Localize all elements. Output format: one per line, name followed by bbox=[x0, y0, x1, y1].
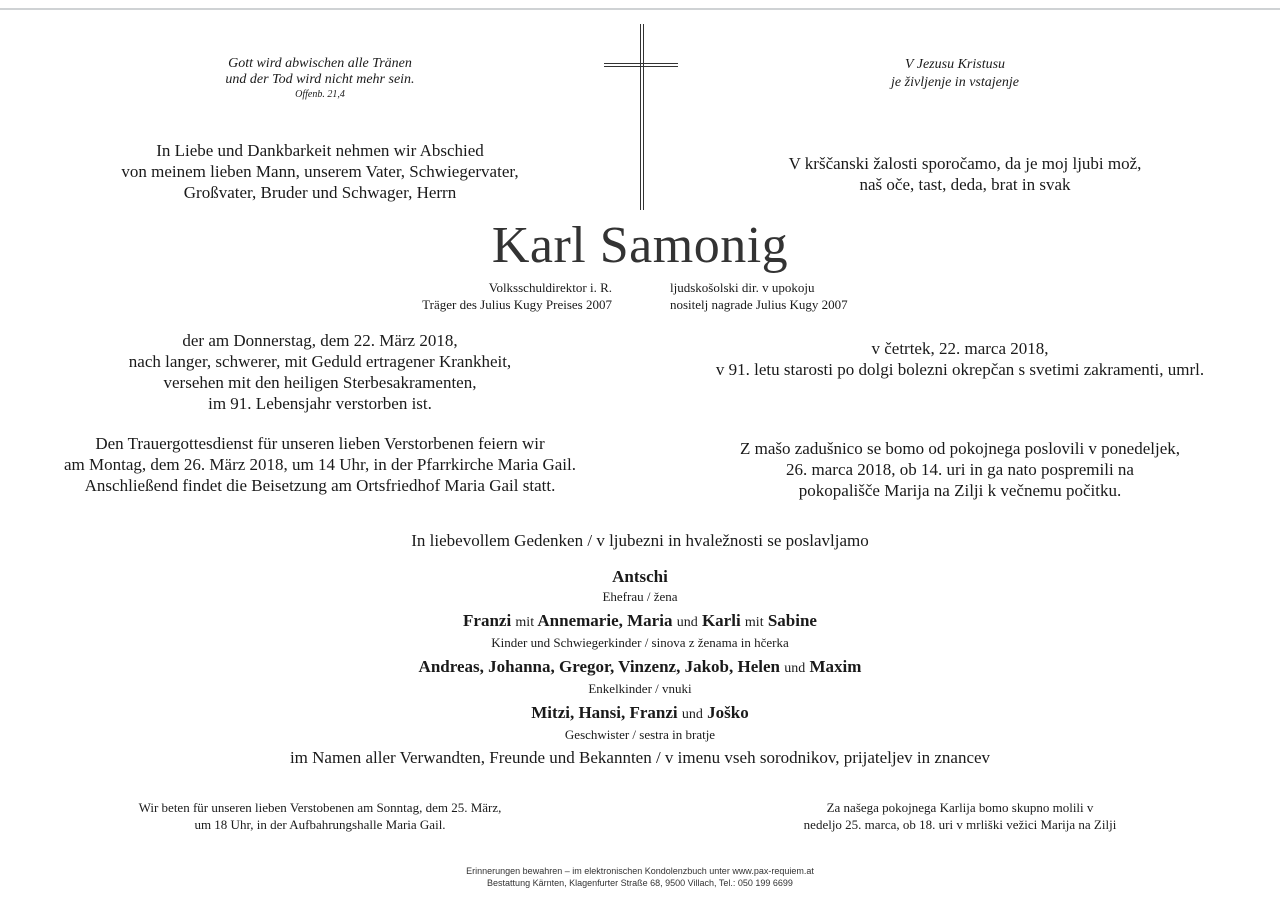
child-name-5: Sabine bbox=[767, 611, 817, 630]
funeral-de-line3: Anschließend findet die Beisetzung am Ortsfriedhof Maria Gail statt. bbox=[84, 476, 556, 495]
death-sl-line1: v četrtek, 22. marca 2018, bbox=[871, 339, 1049, 358]
intro-de-line3: Großvater, Bruder und Schwager, Herrn bbox=[183, 183, 457, 202]
funeral-sl-line2: 26. marca 2018, ob 14. uri in ga nato pospremili na bbox=[786, 460, 1134, 479]
funeral-slovenian bbox=[690, 438, 1230, 501]
children-names bbox=[290, 610, 990, 633]
funeral-de-line2: am Montag, dem 26. März 2018, um 14 Uhr, in der Pfarrkirche Maria Gail. bbox=[63, 455, 577, 474]
death-notice-slovenian bbox=[680, 338, 1240, 380]
child-name-3: Maria bbox=[627, 611, 673, 630]
title-sl-1: ljudskošolski dir. v upokoju bbox=[670, 280, 815, 295]
cross-icon bbox=[604, 24, 678, 210]
grandchildren-list: Andreas, Johanna, Gregor, Vinzenz, Jakob, Helen bbox=[418, 657, 780, 676]
funeral-sl-line1: Z mašo zadušnico se bomo od pokojnega poslovili v ponedeljek, bbox=[739, 439, 1181, 458]
grandchildren-relation: Enkelkinder / vnuki bbox=[588, 681, 692, 696]
intro-german bbox=[80, 140, 560, 203]
siblings-conj: und bbox=[681, 707, 703, 722]
verse-german bbox=[140, 56, 500, 102]
title-sl-2: nositelj nagrade Julius Kugy 2007 bbox=[670, 297, 848, 312]
verse-sl-line1: V Jezusu Kristusu bbox=[904, 57, 1006, 72]
verse-de-line1: Gott wird abwischen alle Tränen bbox=[228, 56, 412, 71]
child-name-2: Annemarie bbox=[537, 611, 619, 630]
titles-german bbox=[360, 279, 612, 313]
prayer-slovenian bbox=[720, 799, 1200, 833]
footer bbox=[340, 865, 940, 889]
verse-de-reference: Offenb. 21,4 bbox=[295, 89, 345, 100]
intro-sl-line2: naš oče, tast, deda, brat in svak bbox=[859, 175, 1071, 194]
intro-sl-line1: V krščanski žalosti sporočamo, da je moj ljubi mož, bbox=[788, 154, 1142, 173]
prayer-de-line1: Wir beten für unseren lieben Verstobenen am Sonntag, dem 25. März, bbox=[138, 800, 502, 815]
memory-line: In liebevollem Gedenken / v ljubezni in hvaležnosti se poslavljamo bbox=[411, 531, 869, 550]
siblings-list: Mitzi, Hansi, Franzi bbox=[531, 703, 678, 722]
spouse-name: Antschi bbox=[612, 567, 668, 586]
death-de-line3: versehen mit den heiligen Sterbesakramenten, bbox=[163, 373, 477, 392]
spouse-relation: Ehefrau / žena bbox=[602, 589, 678, 604]
footer-line2: Bestattung Kärnten, Klagenfurter Straße 68, 9500 Villach, Tel.: 050 199 6699 bbox=[487, 878, 793, 888]
children-conj-3: mit bbox=[744, 615, 764, 630]
verse-slovenian bbox=[780, 56, 1130, 92]
children-relation: Kinder und Schwiegerkinder / sinova z ženama in hčerka bbox=[491, 635, 789, 650]
footer-line1: Erinnerungen bewahren – im elektronischen Kondolenzbuch unter www.pax-requiem.at bbox=[466, 866, 814, 876]
titles-slovenian bbox=[670, 279, 930, 313]
funeral-sl-line3: pokopališče Marija na Zilji k večnemu počitku. bbox=[798, 481, 1122, 500]
siblings-relation: Geschwister / sestra in bratje bbox=[564, 727, 716, 742]
child-name-1: Franzi bbox=[463, 611, 512, 630]
verse-de-line2: und der Tod wird nicht mehr sein. bbox=[225, 72, 415, 87]
children-separator: , bbox=[618, 611, 623, 630]
children-conj-1: mit bbox=[515, 615, 535, 630]
death-sl-line2: v 91. letu starosti po dolgi bolezni okrepčan s svetimi zakramenti, umrl. bbox=[715, 360, 1205, 379]
funeral-de-line1: Den Trauergottesdienst für unseren lieben Verstorbenen feiern wir bbox=[95, 434, 545, 453]
intro-de-line1: In Liebe und Dankbarkeit nehmen wir Abschied bbox=[156, 141, 484, 160]
prayer-german bbox=[70, 799, 570, 833]
verse-sl-line2: je življenje in vstajenje bbox=[891, 75, 1019, 90]
grandchildren-conj: und bbox=[784, 661, 806, 676]
siblings-last: Joško bbox=[707, 703, 749, 722]
intro-slovenian bbox=[755, 153, 1175, 195]
top-border-line bbox=[0, 8, 1280, 10]
funeral-german bbox=[30, 433, 610, 496]
intro-de-line2: von meinem lieben Mann, unserem Vater, Schwiegervater, bbox=[121, 162, 519, 181]
death-notice-german bbox=[70, 330, 570, 414]
siblings-names bbox=[290, 702, 990, 725]
deceased-name: Karl Samonig bbox=[491, 217, 789, 274]
all-relatives-line: im Namen aller Verwandten, Freunde und Bekannten / v imenu vseh sorodnikov, prijateljev in znancev bbox=[289, 748, 991, 767]
grandchildren-last: Maxim bbox=[809, 657, 862, 676]
grandchildren-names bbox=[290, 656, 990, 679]
title-de-1: Volksschuldirektor i. R. bbox=[488, 280, 612, 295]
children-conj-2: und bbox=[676, 615, 698, 630]
death-de-line1: der am Donnerstag, dem 22. März 2018, bbox=[182, 331, 458, 350]
prayer-sl-line2: nedeljo 25. marca, ob 18. uri v mrliški vežici Marija na Zilji bbox=[803, 817, 1117, 832]
child-name-4: Karli bbox=[701, 611, 741, 630]
family-list bbox=[290, 566, 990, 748]
death-de-line4: im 91. Lebensjahr verstorben ist. bbox=[208, 394, 432, 413]
death-de-line2: nach langer, schwerer, mit Geduld ertragener Krankheit, bbox=[128, 352, 512, 371]
prayer-de-line2: um 18 Uhr, in der Aufbahrungshalle Maria Gail. bbox=[194, 817, 446, 832]
prayer-sl-line1: Za našega pokojnega Karlija bomo skupno molili v bbox=[826, 800, 1094, 815]
title-de-2: Träger des Julius Kugy Preises 2007 bbox=[422, 297, 612, 312]
